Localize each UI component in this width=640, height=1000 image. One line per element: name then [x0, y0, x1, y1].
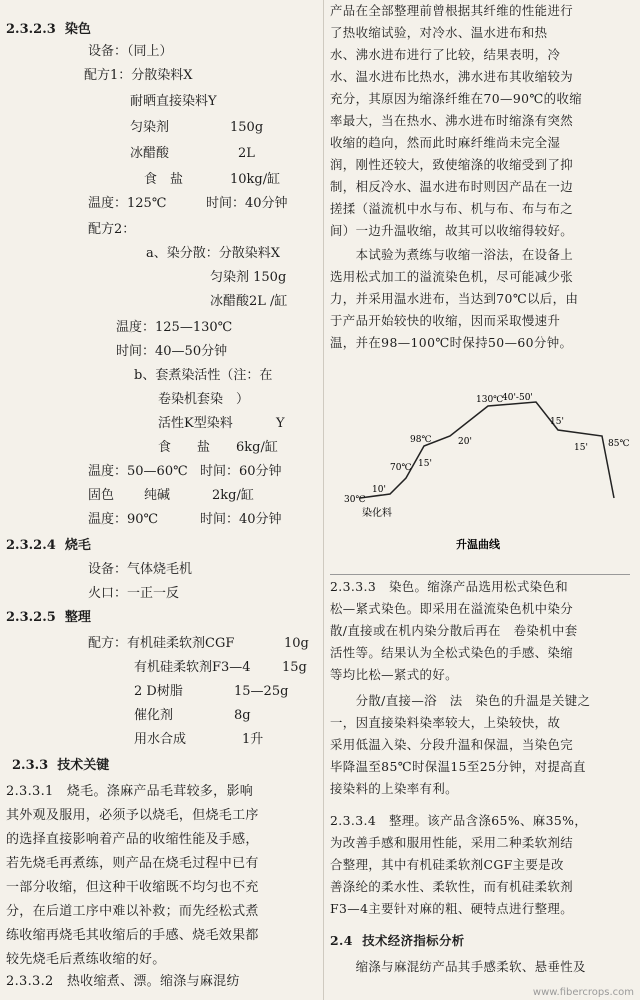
text-line: 缩涤与麻混纺产品其手感柔软、悬垂性及	[330, 959, 586, 974]
label-30c: 30℃	[344, 495, 366, 505]
fix-line: 固色 纯碱 2kg/缸	[88, 488, 254, 503]
finish-row3: 2 D树脂 15—25g	[134, 684, 289, 699]
text-line: 间）一边升温收缩，故其可以收缩得较好。	[330, 223, 574, 238]
label-15min-b: 15'	[550, 417, 564, 427]
paragraph-2-3-3-2: 2.3.3.2 热收缩煮、漂。缩涤与麻混纺	[6, 974, 240, 989]
text-line: 一，因直接染料染率较大，上染较快，故	[330, 715, 561, 730]
heading-2-3-2-5: 2.3.2.5 整理	[6, 610, 91, 625]
heading-2-3-3: 2.3.3 技术关键	[12, 758, 110, 773]
fix-temp: 温度：90℃ 时间：40分钟	[88, 512, 282, 527]
text-line: 水、沸水进布进行了比较，结果表明，冷	[330, 47, 561, 62]
text-line: 充分，其原因为缩涤纤维在70—90℃的收缩	[330, 91, 583, 106]
heading-2-3-2-4: 2.3.2.4 烧毛	[6, 538, 91, 553]
text-line: 了热收缩试验，对冷水、温水进布和热	[330, 25, 548, 40]
text-line: 为改善手感和服用性能，采用二种柔软剂结	[330, 835, 574, 850]
label-130c: 130℃	[476, 395, 504, 405]
formula1-line: 配方1：分散染料X	[84, 68, 193, 83]
formula1-item2: 耐晒直接染料Y	[130, 94, 217, 109]
text-line: 等均比松—紧式的好。	[330, 667, 458, 682]
text-line: 搓揉（溢流机中水与布、机与布、布与布之	[330, 201, 574, 216]
text-line: 2.3.3.4 整理。该产品含涤65%、麻35%，	[330, 813, 588, 828]
text-line: 接染料的上染率有利。	[330, 781, 458, 796]
text-line: 松—紧式染色。即采用在溢流染色机中染分	[330, 601, 574, 616]
text-line: 收缩的趋向，然而此时麻纤维尚未完全湿	[330, 135, 561, 150]
text-line: 合整理，其中有机硅柔软剂CGF主要是改	[330, 857, 564, 872]
label-dye-chemicals: 染化料	[362, 508, 392, 519]
text-line: 力，并采用温水进布，当达到70℃以后，由	[330, 291, 579, 306]
section-rule	[330, 574, 630, 575]
text-line: 采用低温入染、分段升温和保温，当染色完	[330, 737, 574, 752]
heating-curve-diagram	[326, 380, 634, 560]
text-line: 产品在全部整理前曾根据其纤维的性能进行	[330, 3, 574, 18]
formula2-a2: 冰醋酸2L /缸	[210, 294, 288, 309]
text-line: 制，相反冷水、温水进布时则因产品在一边	[330, 179, 574, 194]
formula2-time: 时间：40—50分钟	[116, 344, 228, 359]
singe-equip: 设备：气体烧毛机	[88, 562, 193, 577]
formula1-row2: 冰醋酸 2L	[130, 146, 255, 161]
label-85c: 85℃	[608, 439, 630, 449]
label-15min-a: 15'	[418, 459, 432, 469]
text-line: F3—4主要针对麻的粗、硬特点进行整理。	[330, 901, 574, 916]
label-10min: 10'	[372, 485, 386, 495]
formula2-temp: 温度：125—130℃	[116, 320, 233, 335]
heading-2-3-2-3: 2.3.2.3 染色	[6, 22, 91, 37]
formula1-temp: 温度：125℃ 时间：40分钟	[88, 196, 288, 211]
finish-row5: 用水合成 1升	[134, 732, 264, 747]
text-line: 毕降温至85℃时保温15至25分钟，对提高直	[330, 759, 586, 774]
label-98c: 98℃	[410, 435, 432, 445]
text-line: 温，并在98—100℃时保持50—60分钟。	[330, 335, 573, 350]
formula2-a1: 匀染剂 150g	[210, 270, 287, 285]
formula2-a: a、染分散：分散染料X	[146, 246, 281, 261]
diagram-caption: 升温曲线	[456, 538, 500, 551]
formula2-label: 配方2：	[88, 222, 136, 237]
finish-row4: 催化剂 8g	[134, 708, 251, 723]
text-line: 活性等。结果认为全松式染色的手感、染缩	[330, 645, 574, 660]
paragraph-2-3-3-1: 2.3.3.1 烧毛。涤麻产品毛茸较多，影响 其外观及服用，必须予以烧毛，但烧毛工序 的选择直接影响着产品的收缩性能及手感， 若先烧毛再煮练，则产品在烧毛过程中已有 一部分收缩，但这种干收缩既不均匀也不充 分，在后道工序中难以补救；而先经松式煮 练收缩再烧毛其收缩后的手感、烧毛效果都 较先烧毛后煮练收缩的好。	[6, 784, 259, 967]
formula2-temp2: 温度：50—60℃ 时间：60分钟	[88, 464, 282, 479]
formula2-b2: 卷染机套染 ）	[158, 392, 250, 407]
watermark: www.fibercrops.com	[532, 987, 634, 998]
text-line: 散/直接或在机内染分散后再在 卷染机中套	[330, 623, 578, 638]
label-70c: 70℃	[390, 463, 412, 473]
text-line: 率最大，当在热水、沸水进布时缩涤有突然	[330, 113, 574, 128]
label-20min: 20'	[458, 437, 472, 447]
text-line: 善涤纶的柔水性、柔软性，而有机硅柔软剂	[330, 879, 574, 894]
formula1-row3: 食 盐 10kg/缸	[144, 172, 281, 187]
finish-row1: 配方：有机硅柔软剂CGF 10g	[88, 636, 309, 651]
text-line: 选用松式加工的溢流染色机，尽可能减少张	[330, 269, 574, 284]
formula2-b4: 食 盐 6kg/缸	[158, 440, 278, 455]
heading-2-4: 2.4 技术经济指标分析	[330, 933, 465, 948]
label-40-50min: 40'-50'	[502, 393, 533, 403]
text-line: 本试验为煮练与收缩一浴法，在设备上	[330, 247, 574, 262]
equip-line: 设备：（同上）	[88, 44, 173, 59]
formula1-row1: 匀染剂 150g	[130, 120, 264, 135]
finish-row2: 有机硅柔软剂F3—4 15g	[134, 660, 307, 675]
text-line: 于产品开始较快的收缩，因而采取慢速升	[330, 313, 561, 328]
label-15min-c: 15'	[574, 443, 588, 453]
singe-fire: 火口：一正一反	[88, 586, 180, 601]
text-line: 水、温水进布比热水，沸水进布其收缩较为	[330, 69, 574, 84]
text-line: 2.3.3.3 染色。缩涤产品选用松式染色和	[330, 579, 569, 594]
formula2-b3: 活性K型染料 Y	[158, 416, 285, 431]
formula2-b1: b、套煮染活性（注：在	[134, 368, 273, 383]
text-line: 润，刚性还较大，致使缩涤的收缩受到了抑	[330, 157, 574, 172]
text-line: 分散/直接—浴 法 染色的升温是关键之	[330, 693, 591, 708]
column-separator	[323, 0, 324, 1000]
